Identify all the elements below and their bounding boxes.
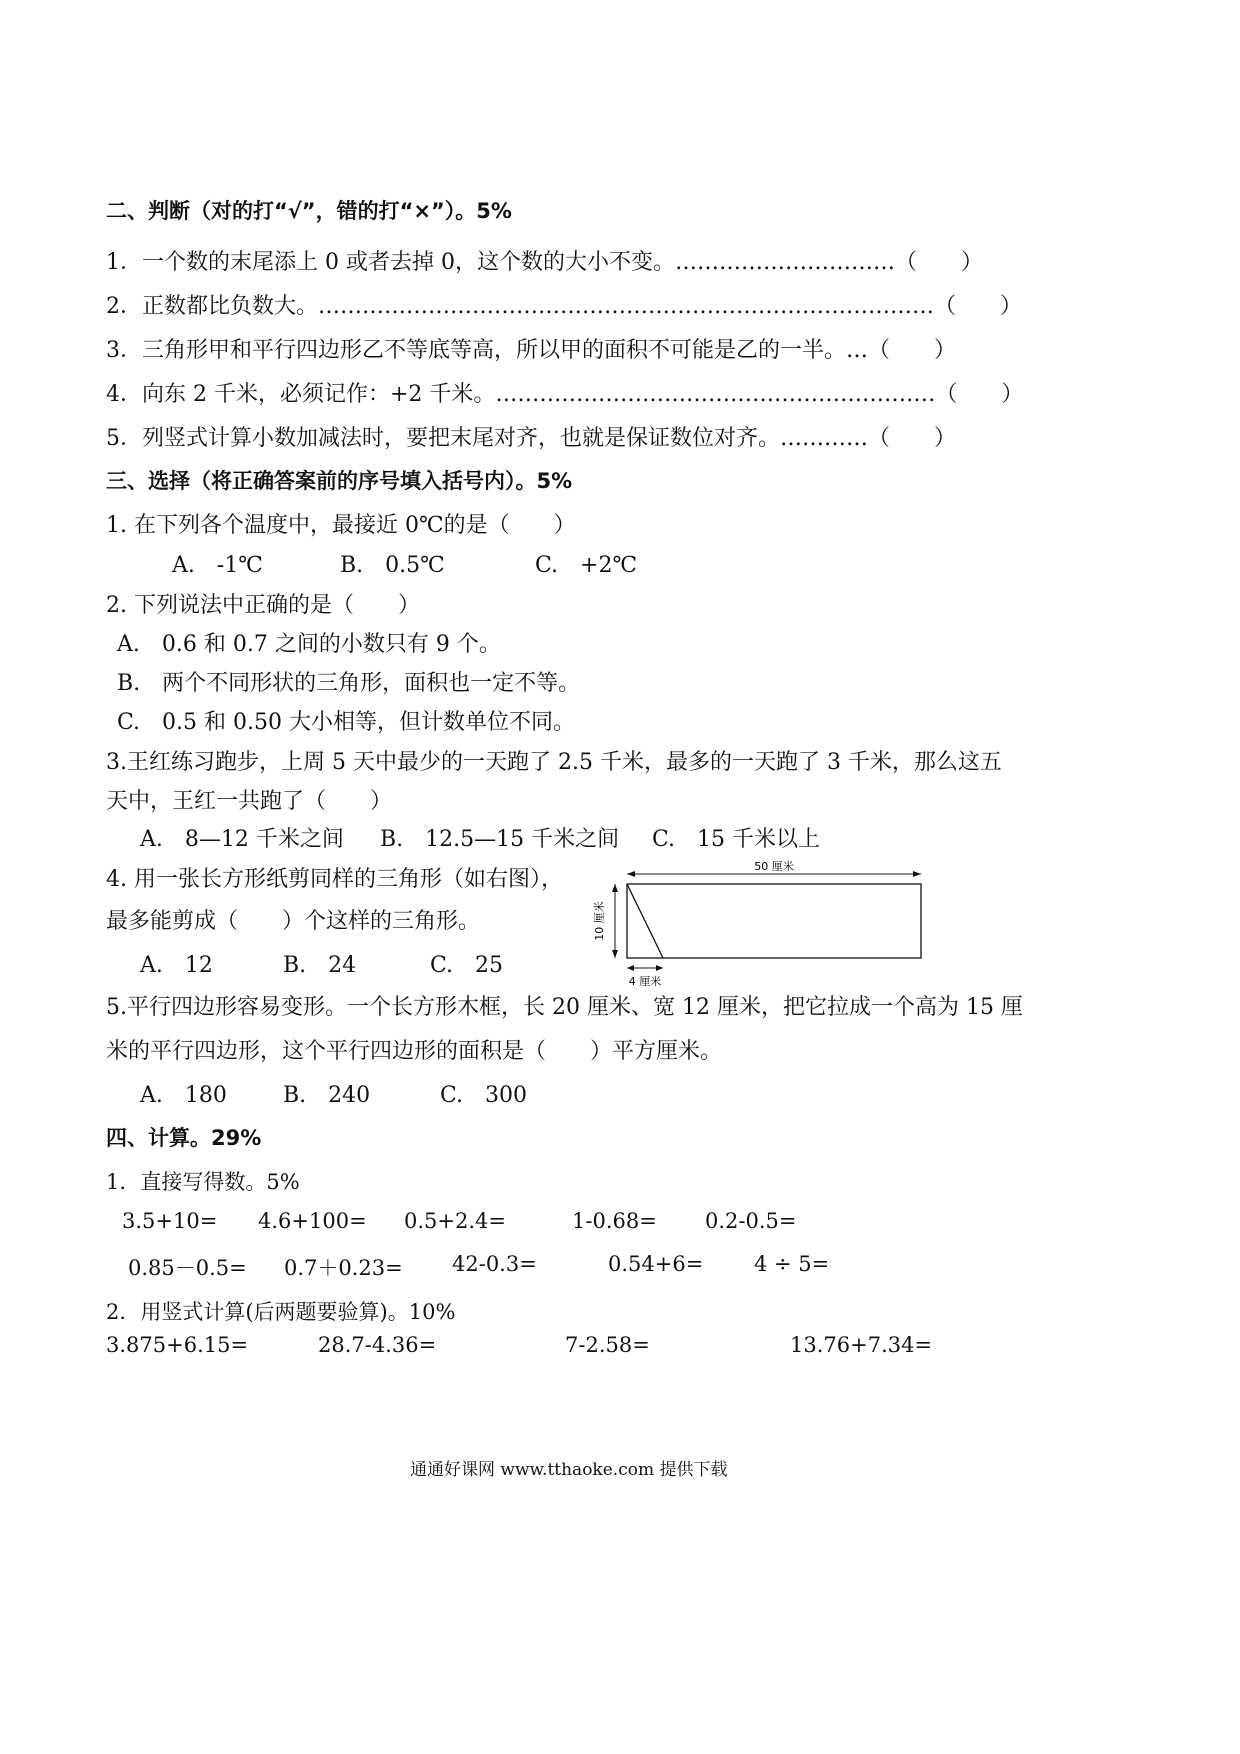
choice-q5-option-c: C. 300 [440, 1083, 528, 1108]
choice-q1-option-b: B. 0.5℃ [340, 553, 445, 578]
choice-q3-option-a: A. 8—12 千米之间 [140, 827, 344, 852]
judge-item-4: 4．向东 2 千米，必须记作：+2 千米。……………………………………………………（ ） [106, 382, 1024, 407]
calc-row2-item2: 0.7＋0.23= [284, 1256, 403, 1280]
vertical-calc-item3: 7-2.58= [565, 1333, 650, 1357]
choice-q4-option-a: A. 12 [140, 953, 213, 978]
choice-q1-stem: 1. 在下列各个温度中，最接近 0℃的是（ ） [106, 513, 576, 538]
vertical-calc-item4: 13.76+7.34= [790, 1333, 933, 1357]
calc-part2-title: 2．用竖式计算(后两题要验算)。10% [106, 1300, 456, 1324]
choice-q2-option-b: B. 两个不同形状的三角形，面积也一定不等。 [117, 671, 581, 696]
choice-q4-stem-line2: 最多能剪成（ ）个这样的三角形。 [106, 909, 481, 934]
judge-item-1: 1．一个数的末尾添上 0 或者去掉 0，这个数的大小不变。…………………………（ ） [106, 250, 983, 275]
choice-q4-option-b: B. 24 [283, 953, 357, 978]
choice-q5-stem-line1: 5.平行四边形容易变形。一个长方形木框，长 20 厘米、宽 12 厘米，把它拉成一个高为 15 厘 [106, 995, 1023, 1020]
choice-q3-stem-line2: 天中，王红一共跑了（ ） [106, 789, 393, 814]
calc-row1-item1: 3.5+10= [122, 1209, 218, 1233]
calc-row2-item5: 4 ÷ 5= [754, 1252, 830, 1276]
choice-q3-option-c: C. 15 千米以上 [652, 827, 821, 852]
vertical-calc-item1: 3.875+6.15= [106, 1333, 249, 1357]
rectangle-triangle-figure [585, 858, 935, 993]
calc-row2-item4: 0.54+6= [608, 1252, 704, 1276]
figure-base-label: 4 厘米 [628, 975, 662, 988]
choice-q3-option-b: B. 12.5—15 千米之间 [380, 827, 620, 852]
section-4-heading: 四、计算。29% [106, 1126, 262, 1150]
judge-item-5: 5．列竖式计算小数加减法时，要把末尾对齐，也就是保证数位对齐。…………（ ） [106, 426, 956, 451]
choice-q1-option-a: A. -1℃ [172, 553, 263, 578]
choice-q3-stem-line1: 3.王红练习跑步，上周 5 天中最少的一天跑了 2.5 千米，最多的一天跑了 3 千米，那么这五 [106, 750, 1002, 775]
choice-q2-option-c: C. 0.5 和 0.50 大小相等，但计数单位不同。 [117, 710, 575, 735]
choice-q5-option-b: B. 240 [283, 1083, 371, 1108]
figure-length-label: 50 厘米 [754, 860, 794, 873]
section-3-heading: 三、选择（将正确答案前的序号填入括号内）。5% [106, 469, 573, 493]
choice-q4-stem-line1: 4. 用一张长方形纸剪同样的三角形（如右图）， [106, 867, 563, 892]
vertical-calc-item2: 28.7-4.36= [318, 1333, 437, 1357]
calc-row2-item3: 42-0.3= [452, 1252, 537, 1276]
judge-item-3: 3．三角形甲和平行四边形乙不等底等高，所以甲的面积不可能是乙的一半。…（ ） [106, 338, 956, 363]
calc-part1-title: 1．直接写得数。5% [106, 1170, 300, 1194]
choice-q5-stem-line2: 米的平行四边形，这个平行四边形的面积是（ ）平方厘米。 [106, 1039, 723, 1064]
choice-q4-option-c: C. 25 [430, 953, 504, 978]
calc-row1-item2: 4.6+100= [258, 1209, 367, 1233]
calc-row2-item1: 0.85－0.5= [128, 1256, 247, 1280]
choice-q2-option-a: A. 0.6 和 0.7 之间的小数只有 9 个。 [117, 632, 501, 657]
calc-row1-item4: 1-0.68= [572, 1209, 657, 1233]
choice-q1-option-c: C. +2℃ [535, 553, 638, 578]
calc-row1-item5: 0.2-0.5= [705, 1209, 797, 1233]
figure-width-label: 10 厘米 [593, 901, 606, 941]
judge-item-2: 2．正数都比负数大。…………………………………………………………………………（ ） [106, 294, 1022, 319]
calc-row1-item3: 0.5+2.4= [404, 1209, 506, 1233]
choice-q2-stem: 2. 下列说法中正确的是（ ） [106, 593, 420, 618]
page-footer: 通通好课网 www.tthaoke.com 提供下载 [410, 1460, 728, 1480]
section-2-heading: 二、判断（对的打“√”，错的打“×”）。5% [106, 199, 512, 223]
choice-q5-option-a: A. 180 [140, 1083, 227, 1108]
